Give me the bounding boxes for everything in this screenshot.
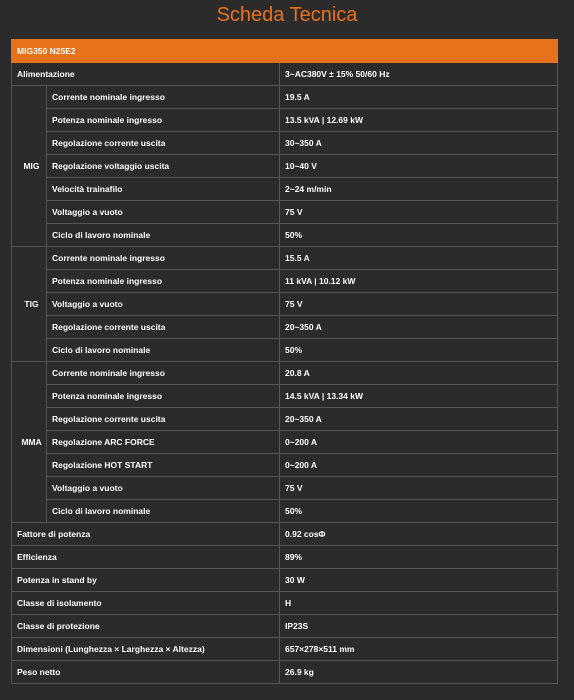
spec-value: 26.9 kg (280, 661, 558, 684)
spec-value: 13.5 kVA | 12.69 kW (280, 109, 558, 132)
spec-value: 50% (280, 500, 558, 523)
spec-value: 19.5 A (280, 86, 558, 109)
spec-value: 75 V (280, 477, 558, 500)
spec-value: IP23S (280, 615, 558, 638)
spec-row (12, 247, 558, 270)
spec-value: 20~350 A (280, 408, 558, 431)
spec-row (12, 293, 558, 316)
spec-row (12, 155, 558, 178)
spec-row (12, 201, 558, 224)
spec-value: 0~200 A (280, 454, 558, 477)
spec-label: Voltaggio a vuoto (47, 201, 280, 224)
spec-value: 89% (280, 546, 558, 569)
spec-label: Fattore di potenza (12, 523, 280, 546)
spec-row (12, 178, 558, 201)
spec-label: Voltaggio a vuoto (47, 293, 280, 316)
spec-row (12, 224, 558, 247)
spec-row (12, 592, 558, 615)
spec-value: 3~AC380V ± 15% 50/60 Hz (280, 63, 558, 86)
group-label-tig: TIG (12, 247, 47, 362)
spec-row (12, 661, 558, 684)
spec-row (12, 638, 558, 661)
page-title: Scheda Tecnica (216, 4, 358, 26)
spec-label: Regolazione corrente uscita (47, 316, 280, 339)
spec-row (12, 454, 558, 477)
spec-label: Regolazione corrente uscita (47, 408, 280, 431)
spec-row (12, 63, 558, 86)
spec-value: 20.8 A (280, 362, 558, 385)
spec-value: 75 V (280, 293, 558, 316)
spec-label: Corrente nominale ingresso (47, 247, 280, 270)
spec-value: 14.5 kVA | 13.34 kW (280, 385, 558, 408)
spec-label: Regolazione voltaggio uscita (47, 155, 280, 178)
spec-value: 30 W (280, 569, 558, 592)
spec-value: H (280, 592, 558, 615)
spec-row (12, 615, 558, 638)
spec-label: Ciclo di lavoro nominale (47, 500, 280, 523)
spec-row (12, 500, 558, 523)
spec-row (12, 408, 558, 431)
spec-label: Ciclo di lavoro nominale (47, 224, 280, 247)
spec-row (12, 86, 558, 109)
spec-row (12, 546, 558, 569)
spec-label: Velocità trainafilo (47, 178, 280, 201)
spec-value: 2~24 m/min (280, 178, 558, 201)
spec-table (11, 39, 558, 684)
spec-row (12, 109, 558, 132)
spec-row (12, 385, 558, 408)
spec-label: Potenza in stand by (12, 569, 280, 592)
model-header-row (12, 40, 558, 63)
spec-row (12, 270, 558, 293)
spec-label: Efficienza (12, 546, 280, 569)
model-name: MIG350 N25E2 (12, 40, 558, 63)
spec-label: Potenza nominale ingresso (47, 109, 280, 132)
spec-label: Ciclo di lavoro nominale (47, 339, 280, 362)
spec-label: Regolazione ARC FORCE (47, 431, 280, 454)
spec-label: Potenza nominale ingresso (47, 385, 280, 408)
spec-row (12, 316, 558, 339)
group-label-mma: MMA (12, 362, 47, 523)
spec-row (12, 523, 558, 546)
spec-row (12, 431, 558, 454)
spec-value: 10~40 V (280, 155, 558, 178)
spec-value: 11 kVA | 10.12 kW (280, 270, 558, 293)
spec-value: 50% (280, 339, 558, 362)
group-label-mig: MIG (12, 86, 47, 247)
spec-value: 50% (280, 224, 558, 247)
spec-label: Corrente nominale ingresso (47, 362, 280, 385)
spec-value: 0~200 A (280, 431, 558, 454)
spec-row (12, 339, 558, 362)
spec-row (12, 569, 558, 592)
spec-value: 75 V (280, 201, 558, 224)
spec-label: Corrente nominale ingresso (47, 86, 280, 109)
spec-row (12, 477, 558, 500)
spec-value: 15.5 A (280, 247, 558, 270)
spec-label: Potenza nominale ingresso (47, 270, 280, 293)
spec-label: Dimensioni (Lunghezza × Larghezza × Altezza) (12, 638, 280, 661)
spec-value: 20~350 A (280, 316, 558, 339)
spec-label: Classe di isolamento (12, 592, 280, 615)
spec-label: Voltaggio a vuoto (47, 477, 280, 500)
spec-row (12, 132, 558, 155)
spec-label: Alimentazione (12, 63, 280, 86)
spec-label: Peso netto (12, 661, 280, 684)
spec-label: Classe di protezione (12, 615, 280, 638)
spec-label: Regolazione corrente uscita (47, 132, 280, 155)
spec-value: 0.92 cosΦ (280, 523, 558, 546)
spec-value: 30~350 A (280, 132, 558, 155)
spec-row (12, 362, 558, 385)
spec-table-body (12, 40, 558, 684)
spec-label: Regolazione HOT START (47, 454, 280, 477)
spec-value: 657×278×511 mm (280, 638, 558, 661)
